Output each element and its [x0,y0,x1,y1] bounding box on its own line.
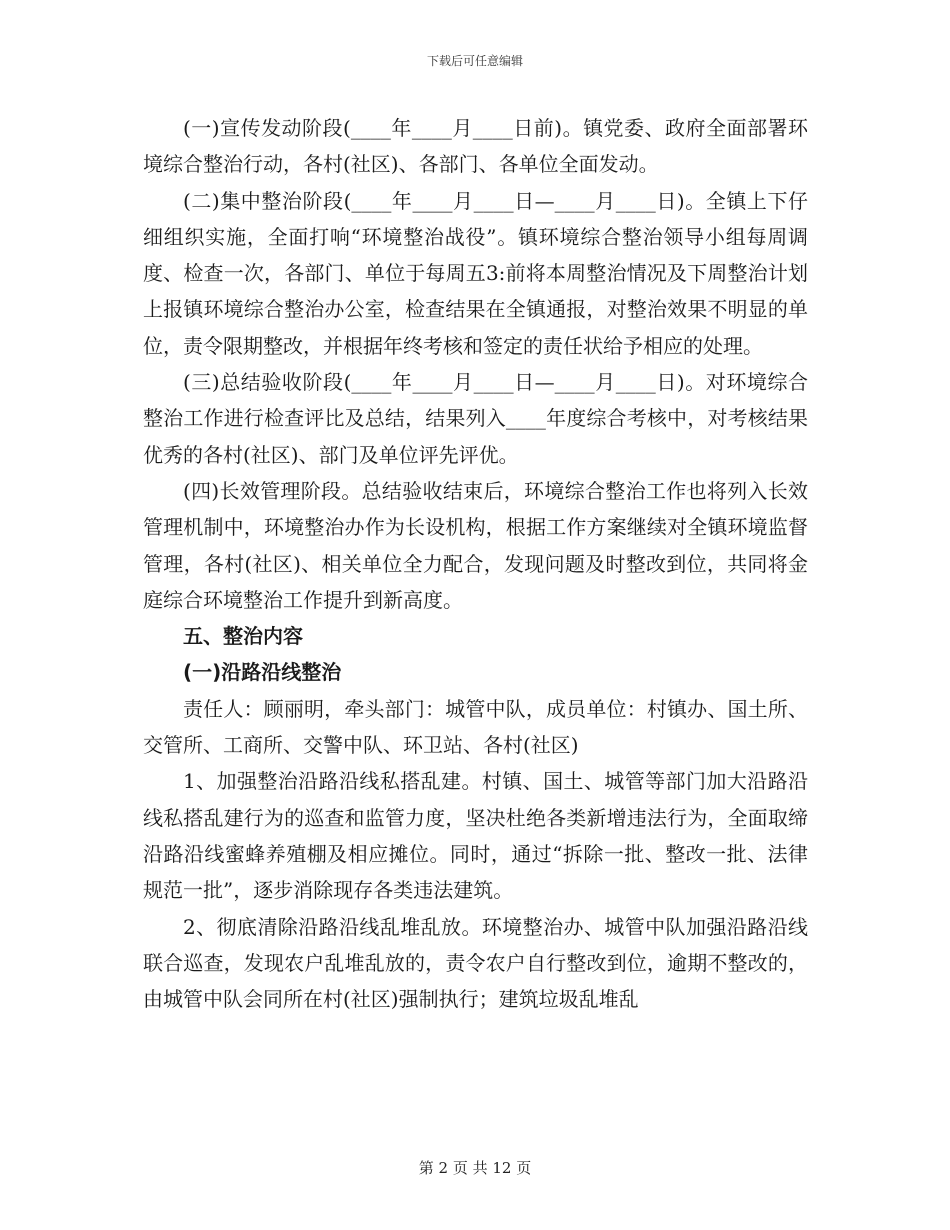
paragraph-long-term-stage: (四)长效管理阶段。总结验收结束后，环境综合整治工作也将列入长效管理机制中，环境整治办作为长设机构，根据工作方案继续对全镇环境监督管理，各村(社区)、相关单位全力配合，发现问题及时整改到位，共同将金庭综合环境整治工作提升到新高度。 [143,478,808,612]
page-number: 第 2 页 共 12 页 [418,1159,532,1177]
section-heading: 五、整治内容 [183,624,303,649]
sub-heading: (一)沿路沿线整治 [183,660,342,685]
paragraph-summary-stage: (三)总结验收阶段(____年____月____日—____月____日)。对环境综合整治工作进行检查评比及总结，结果列入____年度综合考核中，对考核结果优秀的各村(社区)、部门及单位评先评优。 [143,370,808,467]
paragraph-item-1: 1、加强整治沿路沿线私搭乱建。村镇、国土、城管等部门加大沿路沿线私搭乱建行为的巡查和监管力度，坚决杜绝各类新增违法行为，全面取缔沿路沿线蜜蜂养殖棚及相应摊位。同时，通过“拆除一批、整改一批、法律规范一批”，逐步消除现存各类违法建筑。 [143,769,808,903]
paragraph-responsibility: 责任人：顾丽明，牵头部门：城管中队，成员单位：村镇办、国土所、交管所、工商所、交警中队、环卫站、各村(社区) [143,696,808,758]
page-header-note: 下载后可任意编辑 [426,54,523,68]
paragraph-concentrated-stage: (二)集中整治阶段(____年____月____日—____月____日)。全镇上下仔细组织实施，全面打响“环境整治战役”。镇环境综合整治领导小组每周调度、检查一次，各部门、单位于每周五3:前将本周整治情况及下周整治计划上报镇环境综合整治办公室，检查结果在全镇通报，对整治效果不明显的单位，责令限期整改，并根据年终考核和签定的责任状给予相应的处理。 [143,188,808,358]
paragraph-item-2: 2、彻底清除沿路沿线乱堆乱放。环境整治办、城管中队加强沿路沿线联合巡查，发现农户乱堆乱放的，责令农户自行整改到位，逾期不整改的，由城管中队会同所在村(社区)强制执行；建筑垃圾乱堆乱 [143,914,808,1012]
document-body [143,110,808,1017]
paragraph-publicity-stage: (一)宣传发动阶段(____年____月____日前)。镇党委、政府全面部署环境综合整治行动，各村(社区)、各部门、各单位全面发动。 [143,116,808,177]
